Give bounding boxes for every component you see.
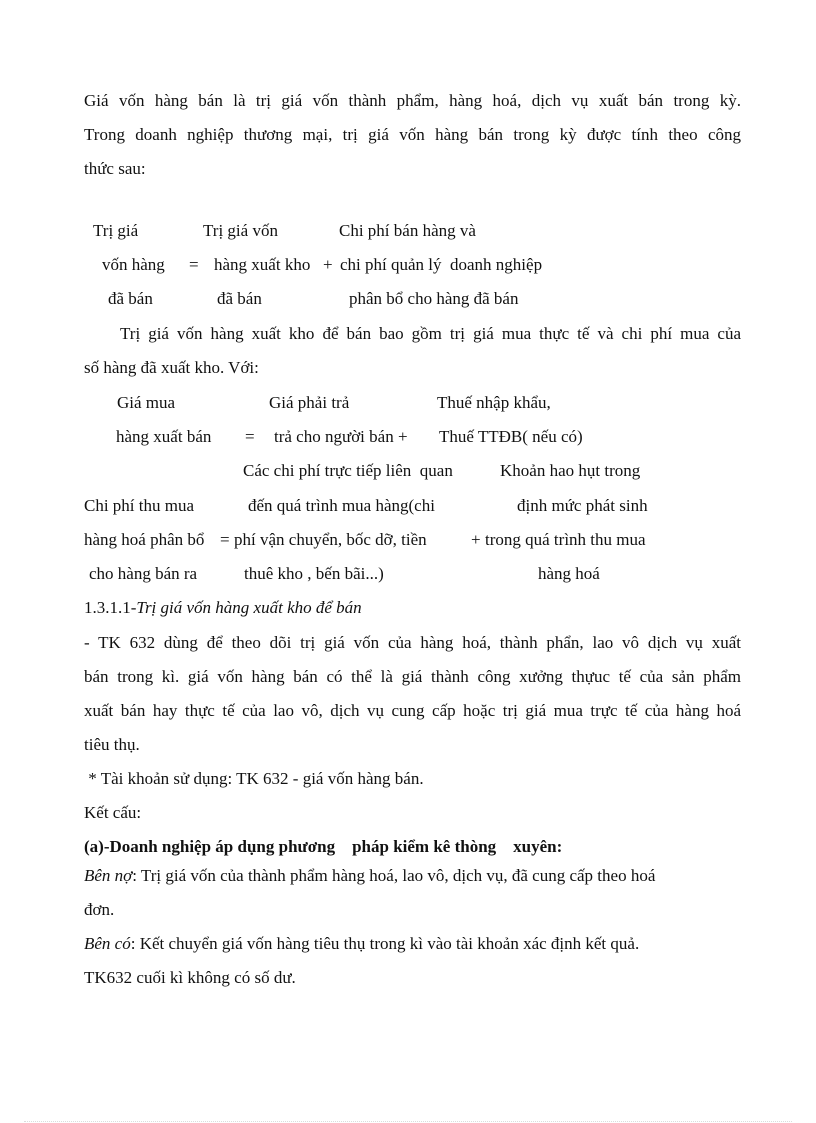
- formula2-col1-row1: Giá mua: [117, 393, 176, 412]
- intro-line-3: thức sau:: [84, 159, 146, 178]
- account-line: * Tài khoản sử dụng: TK 632 - giá vốn hàng bán.: [84, 769, 424, 788]
- section-title: Trị giá vốn hàng xuất kho để bán: [136, 598, 362, 617]
- formula3-col3-row4: hàng hoá: [538, 564, 600, 583]
- ben-no-text: : Trị giá vốn của thành phẩm hàng hoá, lao vô, dịch vụ, đã cung cấp theo hoá: [132, 866, 656, 885]
- formula3-col3-row1: Khoản hao hụt trong: [500, 461, 641, 480]
- para2-line-2: số hàng đã xuất kho. Với:: [84, 358, 259, 377]
- para3-line-1: - TK 632 dùng để theo dõi trị giá vốn của hàng hoá, thành phẩn, lao vô dịch vụ xuất: [84, 633, 741, 652]
- ket-cau-label: Kết cấu:: [84, 803, 142, 822]
- formula1-col2-row3: đã bán: [217, 289, 262, 308]
- formula2-col3-row1: Thuế nhập khẩu,: [437, 393, 551, 412]
- section-heading: [84, 598, 362, 618]
- formula3-col1-row2: hàng hoá phân bổ: [84, 530, 205, 549]
- formula2-col2-row1: Giá phải trả: [269, 393, 350, 412]
- formula1-col3-row2: chi phí quản lý doanh nghiệp: [340, 255, 543, 274]
- formula1-plus: +: [323, 255, 333, 274]
- formula3-col2-row2: đến quá trình mua hàng(chi: [248, 496, 435, 515]
- ben-no-line: [84, 866, 655, 886]
- formula3-equals: =: [220, 530, 230, 549]
- formula1-col2-row2: hàng xuất kho: [214, 255, 311, 274]
- formula1-col1-row1: Trị giá: [93, 221, 139, 240]
- para3-line-2: bán trong kì. giá vốn hàng bán có thể là giá thành công xưởng thựuc tế của sản phẩm: [84, 667, 741, 686]
- formula1-col1-row2: vốn hàng: [102, 255, 165, 274]
- intro-line-2: Trong doanh nghiệp thương mại, trị giá vốn hàng bán trong kỳ được tính theo công: [84, 125, 741, 144]
- formula1-equals: =: [189, 255, 199, 274]
- formula3-plus: +: [471, 530, 481, 549]
- formula3-col2-row1: Các chi phí trực tiếp liên quan: [243, 461, 453, 480]
- formula1-col2-row1: Trị giá vốn: [203, 221, 278, 240]
- formula3-col1-row1: Chi phí thu mua: [84, 496, 195, 515]
- formula2-col2-row2: trả cho người bán +: [274, 427, 408, 446]
- formula1-col3-row3: phân bổ cho hàng đã bán: [349, 289, 519, 308]
- ben-no-continuation: đơn.: [84, 900, 115, 919]
- formula1-col3-row1: Chi phí bán hàng và: [339, 221, 476, 240]
- intro-line-1: Giá vốn hàng bán là trị giá vốn thành phẩm, hàng hoá, dịch vụ xuất bán trong kỳ.: [84, 91, 741, 110]
- formula2-equals: =: [245, 427, 255, 446]
- ben-co-text: : Kết chuyển giá vốn hàng tiêu thụ trong kì vào tài khoản xác định kết quả.: [130, 934, 640, 953]
- formula2-col1-row2: hàng xuất bán: [116, 427, 212, 446]
- closing-line: TK632 cuối kì không có số dư.: [84, 968, 296, 987]
- section-number: 1.3.1.1-: [84, 598, 137, 617]
- subheading: (a)-Doanh nghiệp áp dụng phương pháp kiểm kê thòng xuyên:: [84, 837, 563, 856]
- para2-line-1: Trị giá vốn hàng xuất kho để bán bao gồm trị giá mua thực tế và chi phí mua của: [120, 324, 741, 343]
- formula3-col1-row3: cho hàng bán ra: [89, 564, 198, 583]
- ben-co-label: Bên có: [84, 934, 131, 953]
- formula3-col3-row3: trong quá trình thu mua: [485, 530, 646, 549]
- page-bottom-divider: [24, 1121, 792, 1122]
- para3-line-3: xuất bán hay thực tế của lao vô, dịch vụ cung cấp hoặc trị giá mua trực tế của hàng hoá: [84, 701, 741, 720]
- formula1-col1-row3: đã bán: [108, 289, 153, 308]
- formula2-col3-row2: Thuế TTĐB( nếu có): [439, 427, 583, 446]
- ben-co-line: [84, 934, 639, 954]
- formula3-col2-row4: thuê kho , bến bãi...): [244, 564, 384, 583]
- formula3-col3-row2: định mức phát sinh: [517, 496, 648, 515]
- ben-no-label: Bên nợ: [84, 866, 133, 885]
- formula3-col2-row3: phí vận chuyển, bốc dỡ, tiền: [234, 530, 427, 549]
- para3-line-4: tiêu thụ.: [84, 735, 140, 754]
